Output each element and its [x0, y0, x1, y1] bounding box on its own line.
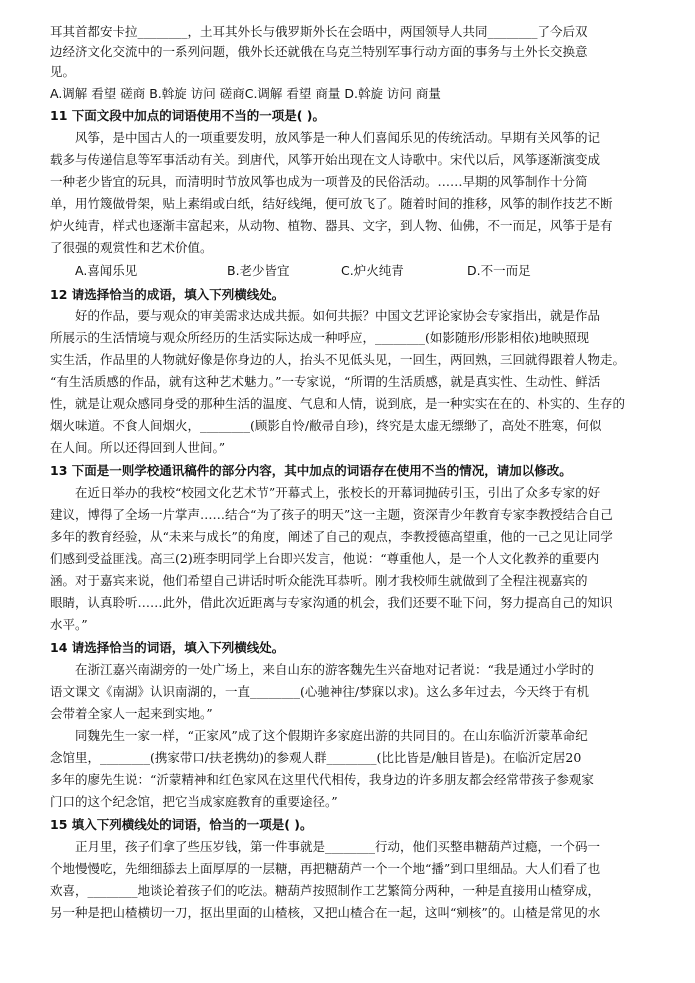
- text-line: 多年的教育经验，从“未来与成长”的角度，阐述了自己的观点，李教授德高望重，他的一己之见让同学: [50, 529, 613, 544]
- text-line: 烟火味道。不食人间烟火，________(顾影自怜/敝帚自珍)，终究是太虚无缥缈了，高处不胜寒，何似: [50, 418, 602, 433]
- option-a: A.喜闻乐见: [75, 263, 138, 278]
- text-line: 所展示的生活情境与观众所经历的生活实际达成一种呼应，________(如影随形/形影相依)地映照现: [50, 330, 589, 345]
- text-line: 了很强的观赏性和艺术价值。: [50, 240, 213, 255]
- text-line: 建议，博得了全场一片掌声……结合“为了孩子的明天”这一主题，资深青少年教育专家李教授结合自己: [50, 507, 613, 522]
- text-line: 见。: [50, 64, 76, 79]
- text-line: 念馆里，________(携家带口/扶老携幼)的参观人群________(比比皆是/触目皆是)。在临沂定居20: [50, 750, 582, 765]
- option-c: C.炉火纯青: [341, 263, 404, 278]
- text-line: 单，用竹篾做骨架，贴上素绢或白纸，结好线绳，便可放飞了。随着时间的推移，风筝的制作技艺不断: [50, 196, 613, 211]
- text-line: 一种老少皆宜的玩具，而清明时节放风筝也成为一项普及的民俗活动。……早期的风筝制作十分简: [50, 174, 588, 189]
- text-line: 涵。对于嘉宾来说，他们希望自己讲话时听众能洗耳恭听。刚才我校师生就做到了全程注视嘉宾的: [50, 573, 588, 588]
- text-line: 门口的这个纪念馆，把它当成家庭教育的重要途径。”: [50, 794, 338, 809]
- question-11-title: 11 下面文段中加点的词语使用不当的一项是( )。: [50, 108, 326, 123]
- text-line: “有生活质感的作品，就有这种艺术魅力。”一专家说，“所谓的生活质感，就是真实性、生动性、鲜活: [50, 374, 601, 389]
- text-line: 在人间。所以还得回到人世间。”: [50, 440, 226, 455]
- text-line: 炉火纯青，样式也逐渐丰富起来，从动物、植物、器具、文字，到人物、仙佛，不一而足，风筝于是有: [50, 218, 613, 233]
- text-line: 耳其首都安卡拉________，土耳其外长与俄罗斯外长在会晤中，两国领导人共同________了今后双: [50, 24, 588, 39]
- q11-options: [75, 261, 644, 281]
- text-line: 眼睛，认真聆听……此外，借此次近距离与专家沟通的机会，我们还要不耻下问，努力提高自己的知识: [50, 595, 613, 610]
- text-line: 欢喜，________地谈论着孩子们的吃法。糖葫芦按照制作工艺繁简分两种，一种是直接用山楂穿成，: [50, 883, 601, 898]
- text-line: 性，就是让观众感同身受的那种生活的温度、气息和人情，说到底，是一种实实在在的、朴实的、生存的: [50, 396, 626, 411]
- text-line: 在近日举办的我校“校园文化艺术节”开幕式上，张校长的开幕词抛砖引玉，引出了众多专家的好: [75, 485, 601, 500]
- text-line: 另一种是把山楂横切一刀，抠出里面的山楂核，又把山楂合在一起，这叫“剜核”的。山楂是常见的水: [50, 905, 601, 920]
- question-14-title: 14 请选择恰当的词语，填入下列横线处。: [50, 640, 285, 655]
- text-line: 们感到受益匪浅。高三(2)班李明同学上台即兴发言，他说：“尊重他人，是一个人文化教养的重要内: [50, 551, 600, 566]
- text-line: 风筝，是中国古人的一项重要发明，放风筝是一种人们喜闻乐见的传统活动。早期有关风筝的记: [75, 130, 601, 145]
- question-15-title: 15 填入下列横线处的词语，恰当的一项是( )。: [50, 817, 313, 832]
- text-line: 个地慢慢吃，先细细舔去上面厚厚的一层糖，再把糖葫芦一个一个地“播”到口里细品。大人们看了也: [50, 861, 601, 876]
- option-b: B.老少皆宜: [227, 263, 290, 278]
- option-d: D.不一而足: [467, 263, 531, 278]
- text-line: 在浙江嘉兴南湖旁的一处广场上，来自山东的游客魏先生兴奋地对记者说：“我是通过小学时的: [75, 662, 594, 677]
- text-line: 同魏先生一家一样，“正家风”成了这个假期许多家庭出游的共同目的。在山东临沂沂蒙革命纪: [75, 728, 588, 743]
- text-line: 边经济文化交流中的一系列问题，俄外长还就俄在乌克兰特别军事行动方面的事务与土外长交换意: [50, 44, 588, 59]
- text-line: 实生活，作品里的人物就好像是你身边的人，抬头不见低头见，一回生，两回熟，三回就得跟着人物走。: [50, 352, 626, 367]
- text-line: 语文课文《南湖》认识南湖的，一直________(心驰神往/梦寐以求)。这么多年过去，今天终于有机: [50, 684, 589, 699]
- text-line: 多年的廖先生说：“沂蒙精神和红色家风在这里代代相传，我身边的许多朋友都会经常带孩子参观家: [50, 772, 594, 787]
- question-12-title: 12 请选择恰当的成语，填入下列横线处。: [50, 287, 285, 302]
- q10-options: A.调解 看望 磋商 B.斡旋 访问 磋商C.调解 看望 商量 D.斡旋 访问 商量: [50, 86, 441, 101]
- text-line: 水平。”: [50, 617, 88, 632]
- text-line: 载多与传递信息等军事活动有关。到唐代，风筝开始出现在文人诗歌中。宋代以后，风筝逐渐演变成: [50, 152, 601, 167]
- text-line: 会带着全家人一起来到实地。”: [50, 706, 213, 721]
- text-line: 正月里，孩子们拿了些压岁钱，第一件事就是________行动，他们买整串糖葫芦过瘾，一个码一: [75, 839, 601, 854]
- text-line: 好的作品，要与观众的审美需求达成共振。如何共振？中国文艺评论家协会专家指出，就是作品: [75, 308, 601, 323]
- question-13-title: 13 下面是一则学校通讯稿件的部分内容，其中加点的词语存在使用不当的情况，请加以修改。: [50, 463, 572, 478]
